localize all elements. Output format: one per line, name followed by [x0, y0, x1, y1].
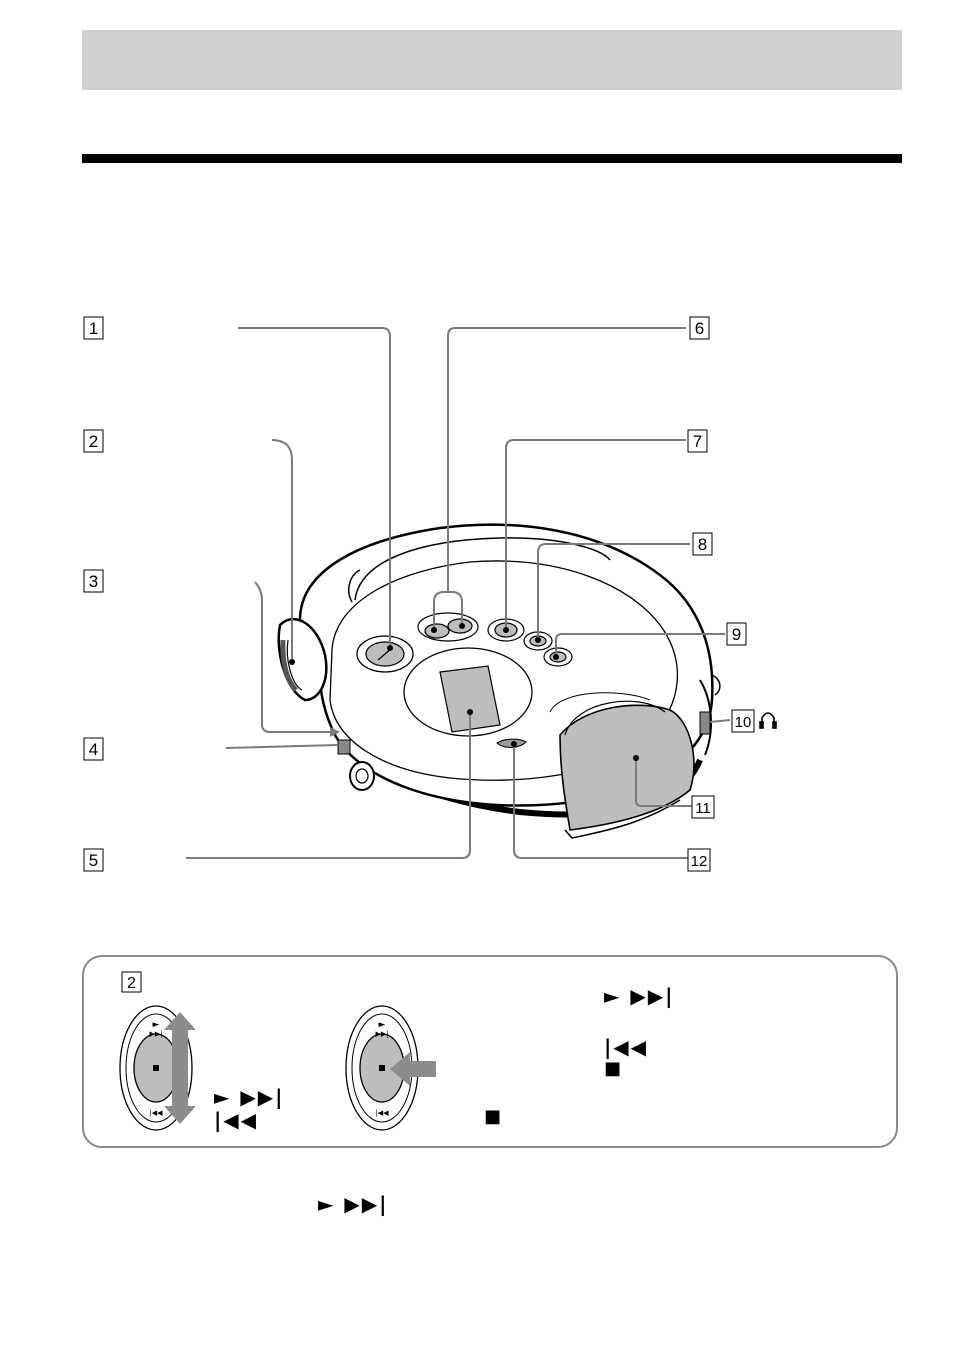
footer-play-next-symbol: ► ▶▶|	[318, 1192, 389, 1216]
callout-8: 8	[697, 535, 708, 554]
svg-text:►: ►	[378, 1020, 386, 1030]
inset-label: 2	[127, 975, 136, 992]
callout-9: 9	[731, 625, 742, 644]
inset-stop-symbol-right: ■	[604, 1058, 624, 1079]
svg-text:▶▶|: ▶▶|	[375, 1030, 389, 1038]
callout-1: 1	[88, 319, 99, 338]
callout-5: 5	[88, 851, 99, 870]
inset-play-next-symbol-right: ► ▶▶|	[604, 984, 675, 1008]
svg-text:|◀◀: |◀◀	[149, 1109, 163, 1117]
svg-text:|◀◀: |◀◀	[375, 1109, 389, 1117]
callout-7: 7	[692, 432, 703, 451]
callout-3: 3	[88, 572, 99, 591]
inset-prev-symbol-left: |◀◀	[214, 1108, 259, 1132]
callout-4: 4	[88, 740, 99, 759]
inset-play-next-symbol-left: ► ▶▶|	[214, 1085, 285, 1109]
callout-12: 12	[690, 853, 708, 870]
inset-prev-symbol-right: |◀◀	[604, 1035, 649, 1059]
svg-text:▶▶|: ▶▶|	[149, 1030, 163, 1038]
callout-6: 6	[694, 319, 705, 338]
callout-10: 10	[734, 714, 752, 731]
callout-2: 2	[88, 432, 99, 451]
inset-stop-symbol-center: ■	[484, 1106, 504, 1127]
callout-11: 11	[695, 800, 711, 817]
svg-text:►: ►	[152, 1020, 160, 1030]
